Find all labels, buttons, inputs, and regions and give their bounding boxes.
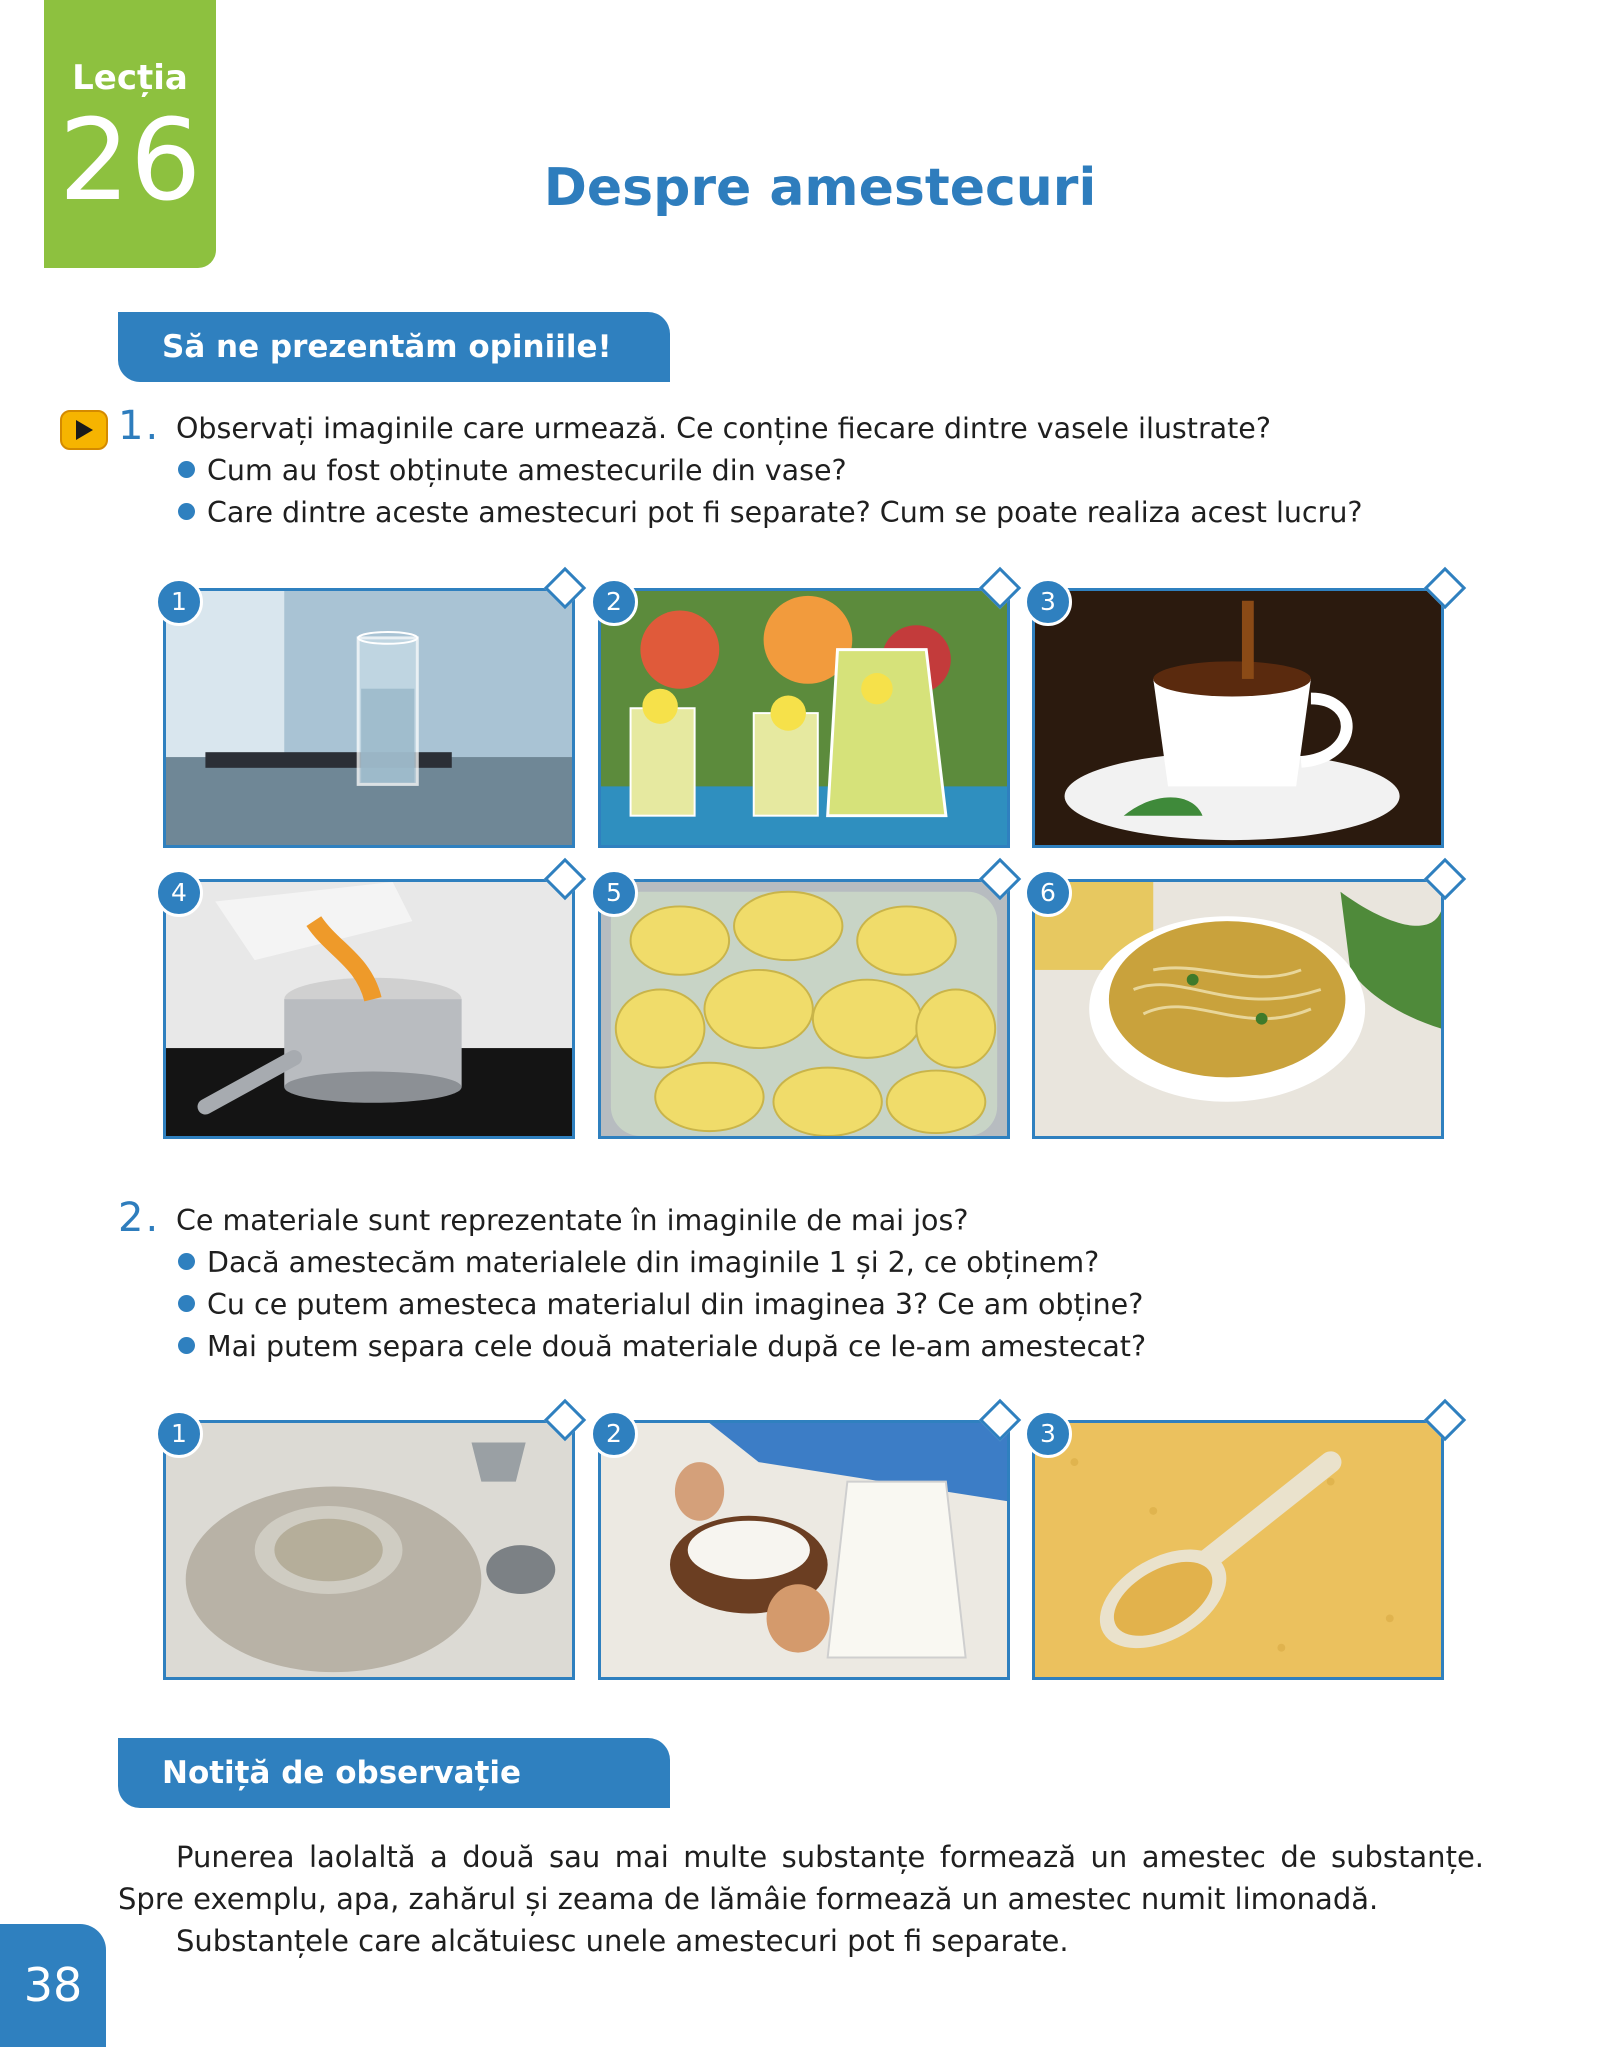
question-2-bullet: Mai putem separa cele două materiale după ce le-am amestecat? — [178, 1330, 1146, 1363]
question-2-text: Ce materiale sunt reprezentate în imaginile de mai jos? — [176, 1204, 969, 1237]
image-badge: 2 — [590, 578, 638, 626]
photo-flour-with-water — [163, 1420, 575, 1680]
photo-tea-cup — [1032, 588, 1444, 848]
lesson-number: 26 — [58, 96, 202, 226]
bullet-dot-icon — [178, 503, 195, 520]
bullet-dot-icon — [178, 1295, 195, 1312]
image-badge: 6 — [1024, 869, 1072, 917]
photo-lemonade — [598, 588, 1010, 848]
question-2-bullet: Dacă amestecăm materialele din imaginile 1 și 2, ce obținem? — [178, 1246, 1099, 1279]
image-badge: 5 — [590, 869, 638, 917]
section-banner-observation-note: Notiță de observație — [118, 1738, 670, 1808]
question-1-number: 1. — [118, 403, 161, 449]
page-number: 38 — [0, 1924, 106, 2047]
page-title: Despre amestecuri — [543, 158, 1097, 218]
image-badge: 1 — [155, 578, 203, 626]
image-badge: 2 — [590, 1410, 638, 1458]
photo-cornmeal-spoon — [1032, 1420, 1444, 1680]
photo-flour-milk-eggs — [598, 1420, 1010, 1680]
bullet-dot-icon — [178, 461, 195, 478]
photo-potatoes-in-water — [598, 879, 1010, 1139]
image-badge: 3 — [1024, 578, 1072, 626]
photo-noodle-soup — [1032, 879, 1444, 1139]
play-icon — [73, 419, 95, 441]
bullet-dot-icon — [178, 1337, 195, 1354]
question-1-text: Observați imaginile care urmează. Ce conține fiecare dintre vasele ilustrate? — [176, 412, 1271, 445]
photo-glass-of-water — [163, 588, 575, 848]
section-banner-opinions: Să ne prezentăm opiniile! — [118, 312, 670, 382]
play-audio-button[interactable] — [60, 410, 108, 450]
observation-notes — [118, 1836, 1484, 1962]
question-1-bullet: Care dintre aceste amestecuri pot fi separate? Cum se poate realiza acest lucru? — [178, 496, 1363, 529]
image-badge: 3 — [1024, 1410, 1072, 1458]
question-1-bullet: Cum au fost obținute amestecurile din vase? — [178, 454, 847, 487]
question-2-bullet: Cu ce putem amesteca materialul din imaginea 3? Ce am obține? — [178, 1288, 1143, 1321]
question-2-number: 2. — [118, 1195, 161, 1241]
photo-pasta-into-pot — [163, 879, 575, 1139]
lesson-word: Lecția — [72, 58, 188, 98]
note-paragraph: Punerea laolaltă a două sau mai multe substanțe formează un amestec de substanțe. Spre exemplu, apa, zahărul și zeama de lămâie formează un amestec numit limonadă. — [118, 1840, 1484, 1916]
lesson-tab — [44, 0, 216, 268]
note-paragraph: Substanțele care alcătuiesc unele amestecuri pot fi separate. — [176, 1924, 1069, 1958]
image-badge: 4 — [155, 869, 203, 917]
bullet-dot-icon — [178, 1253, 195, 1270]
image-badge: 1 — [155, 1410, 203, 1458]
